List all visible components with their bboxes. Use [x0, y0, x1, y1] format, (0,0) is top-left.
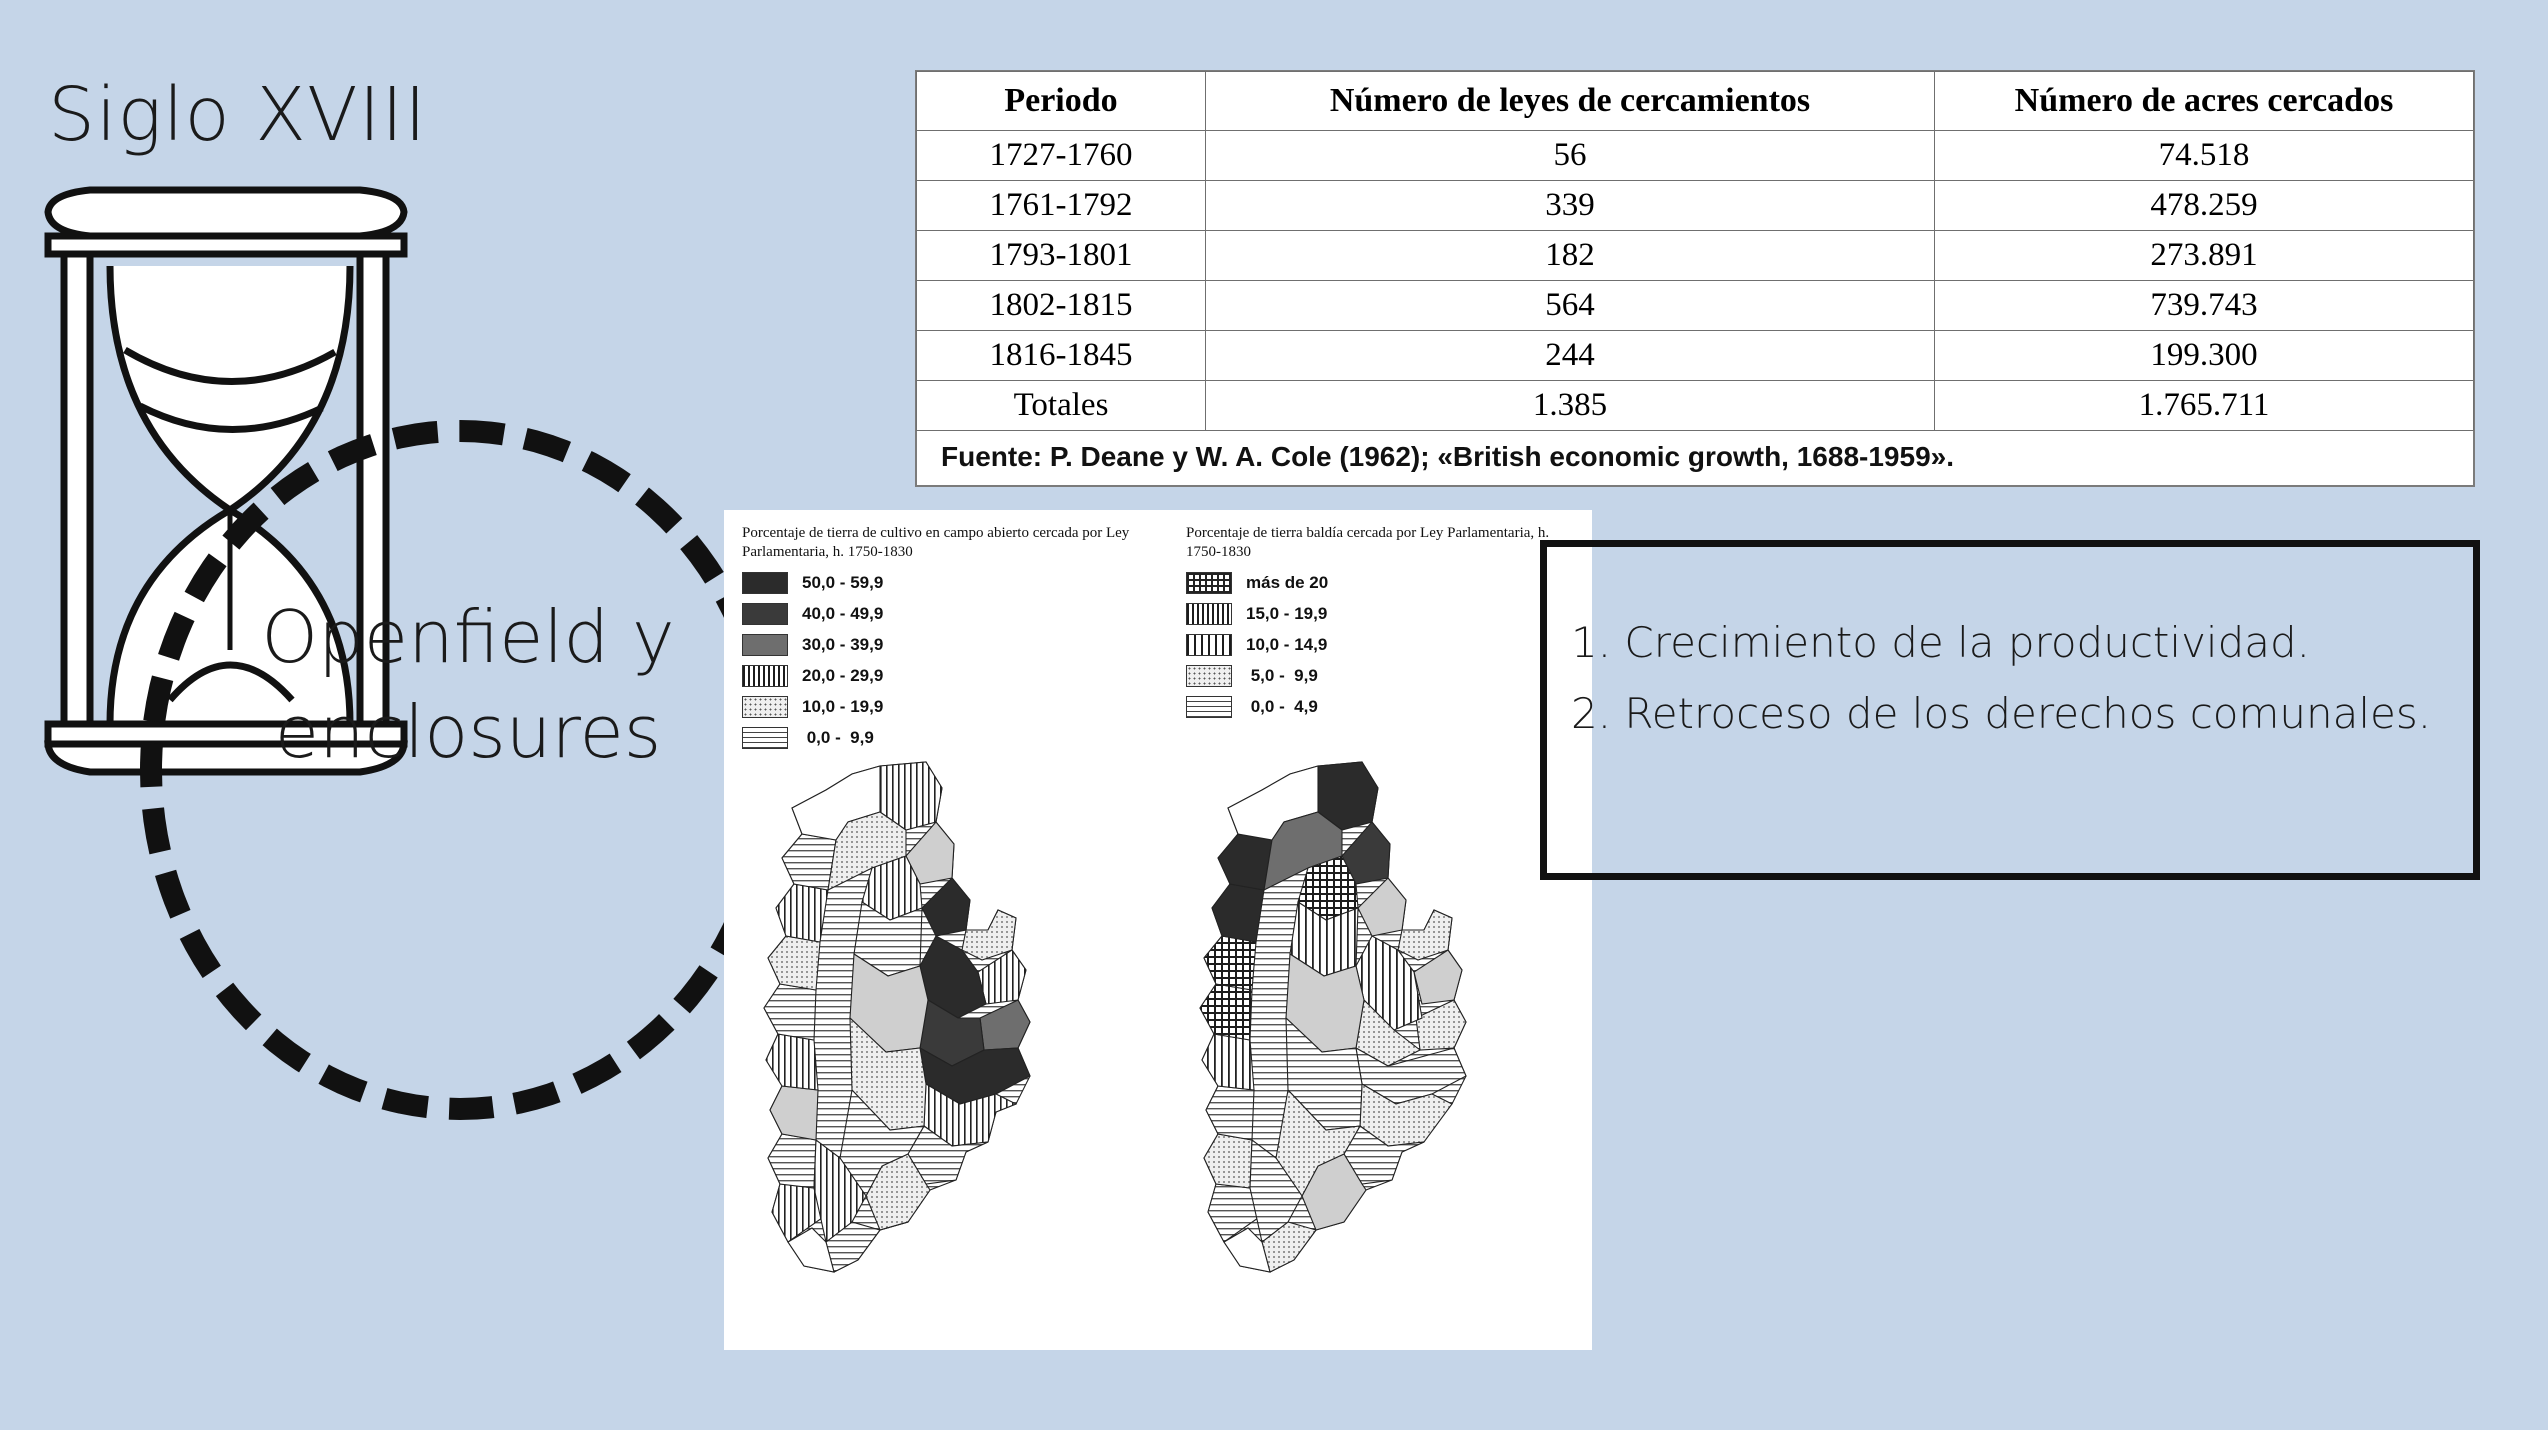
legend-swatch	[742, 572, 788, 594]
map-legend-right	[1186, 524, 1586, 727]
cell-laws: 244	[1206, 331, 1935, 381]
legend-item	[1186, 665, 1586, 687]
table-row	[917, 131, 2474, 181]
legend-label: 30,0 - 39,9	[802, 634, 884, 654]
legend-swatch	[742, 603, 788, 625]
legend-label: 15,0 - 19,9	[1246, 603, 1328, 623]
cell-period: Totales	[917, 381, 1206, 431]
enclosure-table	[915, 70, 2475, 487]
legend-label: 10,0 - 14,9	[1246, 634, 1328, 654]
legend-label: 0,0 - 4,9	[1246, 696, 1318, 716]
cell-period: 1816-1845	[917, 331, 1206, 381]
table-row	[917, 331, 2474, 381]
cell-period: 1793-1801	[917, 231, 1206, 281]
legend-swatch	[1186, 603, 1232, 625]
cell-laws: 56	[1206, 131, 1935, 181]
legend-swatch	[1186, 634, 1232, 656]
legend-item	[742, 634, 1142, 656]
table-header-period: Periodo	[917, 72, 1206, 131]
legend-swatch	[1186, 696, 1232, 718]
legend-label: 0,0 - 9,9	[802, 727, 874, 747]
legend-swatch	[1186, 665, 1232, 687]
cell-period: 1761-1792	[917, 181, 1206, 231]
legend-label: 5,0 - 9,9	[1246, 665, 1318, 685]
legend-label: 20,0 - 29,9	[802, 665, 884, 685]
legend-item	[742, 696, 1142, 718]
legend-label: 40,0 - 49,9	[802, 603, 884, 623]
cell-laws: 564	[1206, 281, 1935, 331]
legend-swatch	[742, 634, 788, 656]
concept-label-line1: Openfield y	[261, 595, 675, 679]
cell-acres: 74.518	[1935, 131, 2474, 181]
legend-right-title: Porcentaje de tierra baldía cercada por Ley Parlamentaria, h. 1750-1830	[1186, 525, 1550, 560]
cell-laws: 1.385	[1206, 381, 1935, 431]
map-legend-left	[742, 524, 1142, 758]
legend-item	[1186, 696, 1586, 718]
table-row	[917, 281, 2474, 331]
cell-period: 1727-1760	[917, 131, 1206, 181]
page-title: Siglo XVIII	[48, 72, 428, 158]
legend-swatch	[742, 727, 788, 749]
cell-acres: 739.743	[1935, 281, 2474, 331]
table-header-acres: Número de acres cercados	[1935, 72, 2474, 131]
cell-laws: 182	[1206, 231, 1935, 281]
legend-item	[1186, 603, 1586, 625]
legend-item	[742, 665, 1142, 687]
cell-acres: 478.259	[1935, 181, 2474, 231]
legend-item	[1186, 572, 1586, 594]
map-england-waste	[1172, 760, 1582, 1320]
table-row	[917, 181, 2474, 231]
cell-period: 1802-1815	[917, 281, 1206, 331]
cell-acres: 199.300	[1935, 331, 2474, 381]
table-row	[917, 231, 2474, 281]
legend-item	[742, 603, 1142, 625]
legend-label: 10,0 - 19,9	[802, 696, 884, 716]
legend-swatch	[742, 665, 788, 687]
cell-acres: 1.765.711	[1935, 381, 2474, 431]
cell-acres: 273.891	[1935, 231, 2474, 281]
legend-swatch	[1186, 572, 1232, 594]
conclusion-item-2: 2. Retroceso de los derechos comunales.	[1571, 689, 2432, 739]
maps-figure	[724, 510, 1592, 1350]
map-england-cropland	[730, 760, 1160, 1320]
table-header-laws: Número de leyes de cercamientos	[1206, 72, 1935, 131]
conclusions-box	[1540, 540, 2480, 880]
legend-label: más de 20	[1246, 572, 1329, 592]
cell-laws: 339	[1206, 181, 1935, 231]
conclusion-item-1: 1. Crecimiento de la productividad.	[1571, 618, 2310, 667]
legend-label: 50,0 - 59,9	[802, 572, 884, 592]
table-source: Fuente: P. Deane y W. A. Cole (1962); «British economic growth, 1688-1959».	[916, 431, 2474, 486]
concept-label	[168, 590, 768, 780]
legend-item	[1186, 634, 1586, 656]
legend-item	[742, 727, 1142, 749]
legend-item	[742, 572, 1142, 594]
concept-label-line2: enclosures	[274, 690, 662, 775]
legend-left-title: Porcentaje de tierra de cultivo en campo abierto cercada por Ley Parlamentaria, h. 1750-1830	[742, 525, 1130, 560]
table-row-totals	[917, 381, 2474, 431]
table-header-row	[917, 72, 2474, 131]
legend-swatch	[742, 696, 788, 718]
